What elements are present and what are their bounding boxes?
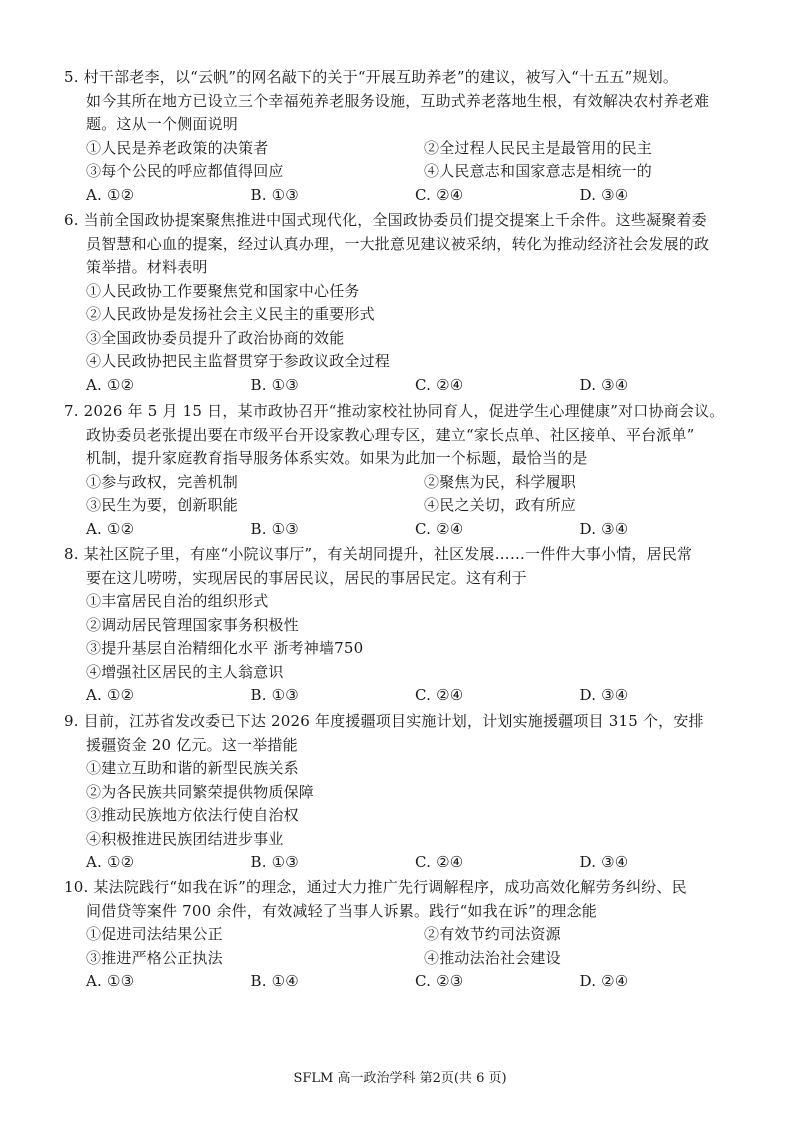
answer-b: B. ①④ [250,972,299,990]
question-stem-line: 如今其所在地方已设立三个幸福苑养老服务设施，互助式养老落地生根，有效解决农村养老难 [86,91,710,110]
answer-d: D. ③④ [579,519,629,538]
answer-b: B. ①③ [250,853,299,871]
option-row [64,923,744,947]
option-2: ②为各民族共同繁荣提供物质保障 [86,782,315,801]
question-stem-line: 5. 村干部老李，以“云帆”的网名敲下的关于“开展互助养老”的建议，被写入“十五五”规划。 [64,68,679,86]
option-3: ③全国政协委员提升了政治协商的效能 [86,328,345,347]
option-1: ①促进司法结果公正 [86,925,223,943]
option-3: ③每个公民的呼应都值得回应 [86,162,284,180]
answer-a: A. ①② [86,686,135,704]
question-stem-line: 员智慧和心血的提案，经过认真办理，一大批意见建议被采纳，转化为推动经济社会发展的政 [86,234,710,253]
option-1: ①人民是养老政策的决策者 [86,138,269,157]
answer-choices [64,518,744,542]
answer-choices [64,184,744,208]
question-6 [64,209,744,397]
question-stem-line: 要在这儿唠唠，实现居民的事居民议，居民的事居民定。这有利于 [86,568,527,587]
option-row [64,471,744,495]
answer-c: C. ②④ [415,853,464,871]
answer-a: A. ①③ [86,972,135,990]
option-1: ①建立互助和谐的新型民族关系 [86,759,299,777]
option-row [64,947,744,971]
option-row [64,137,744,161]
option-3: ③提升基层自治精细化水平 浙考神墙750 [86,639,364,657]
option-2: ②人民政协是发扬社会主义民主的重要形式 [86,305,375,323]
page-footer: SFLM 高一政治学科 第2页(共 6 页) [293,1071,507,1086]
question-stem-line: 机制，提升家庭教育指导服务体系实效。如果为此加一个标题，最恰当的是 [86,449,588,467]
option-2: ②全过程人民民主是最管用的民主 [424,138,653,157]
question-7 [64,400,744,541]
option-row [64,160,744,184]
answer-d: D. ③④ [579,375,629,394]
option-4: ④人民政协把民主监督贯穿于参政议政全过程 [86,352,391,370]
option-2: ②有效节约司法资源 [424,925,561,943]
answer-d: D. ③④ [579,185,629,204]
question-stem-line: 9. 目前，江苏省发改委已下达 2026 年度援疆项目实施计划，计划实施援疆项目 315 个，安排 [64,712,704,730]
question-10 [64,876,744,994]
option-2: ②调动居民管理国家事务积极性 [86,615,299,634]
answer-c: C. ②④ [415,185,464,204]
answer-b: B. ①③ [250,185,299,204]
option-4: ④增强社区居民的主人翁意识 [86,662,284,681]
option-1: ①丰富居民自治的组织形式 [86,592,269,610]
option-4: ④人民意志和国家意志是相统一的 [424,162,653,180]
question-stem-line: 援疆资金 20 亿元。这一举措能 [86,735,298,754]
question-stem-line: 策举措。材料表明 [86,258,208,276]
question-stem-line: 7. 2026 年 5 月 15 日，某市政协召开“推动家校社协同育人，促进学生心理健康”对口协商会议。 [64,402,725,420]
answer-a: A. ①② [86,519,135,538]
answer-b: B. ①③ [250,686,299,704]
answer-choices [64,970,744,994]
answer-c: C. ②④ [415,686,464,704]
option-4: ④积极推进民族团结进步事业 [86,829,284,848]
option-4: ④民之关切，政有所应 [424,496,577,514]
question-stem-line: 8. 某社区院子里，有座“小院议事厅”，有关胡同提升，社区发展……一件件大事小情，居民常 [64,545,693,563]
answer-a: A. ①② [86,185,135,204]
answer-choices [64,851,744,875]
option-1: ①参与政权，完善机制 [86,472,239,491]
answer-choices [64,374,744,398]
answer-c: C. ②④ [415,519,464,538]
question-stem-line: 政协委员老张提出要在市级平台开设家教心理专区，建立“家长点单、社区接单、平台派单” [86,425,695,444]
question-stem-line: 10. 某法院践行“如我在诉”的理念，通过大力推广先行调解程序，成功高效化解劳务纠纷、民 [64,878,687,896]
answer-d: D. ②④ [579,972,629,990]
option-row [64,494,744,518]
answer-c: C. ②③ [415,972,464,990]
question-stem-line: 6. 当前全国政协提案聚焦推进中国式现代化，全国政协委员们提交提案上千余件。这些凝聚着委 [64,211,707,229]
answer-a: A. ①② [86,375,135,394]
answer-choices [64,684,744,708]
option-1: ①人民政协工作要聚焦党和国家中心任务 [86,281,360,300]
answer-b: B. ①③ [250,375,299,394]
question-stem-line: 间借贷等案件 700 余件，有效减轻了当事人诉累。践行“如我在诉”的理念能 [86,901,597,920]
question-stem-line: 题。这从一个侧面说明 [86,115,239,133]
question-5 [64,66,744,207]
option-3: ③推进严格公正执法 [86,948,223,967]
option-2: ②聚焦为民，科学履职 [424,472,577,491]
answer-b: B. ①③ [250,519,299,538]
option-4: ④推动法治社会建设 [424,948,561,967]
option-3: ③民生为要，创新职能 [86,496,239,514]
question-8 [64,543,744,708]
answer-d: D. ③④ [579,686,629,704]
answer-d: D. ③④ [579,853,629,871]
option-3: ③推动民族地方依法行使自治权 [86,806,299,824]
question-9 [64,710,744,875]
answer-c: C. ②④ [415,375,464,394]
answer-a: A. ①② [86,853,135,871]
